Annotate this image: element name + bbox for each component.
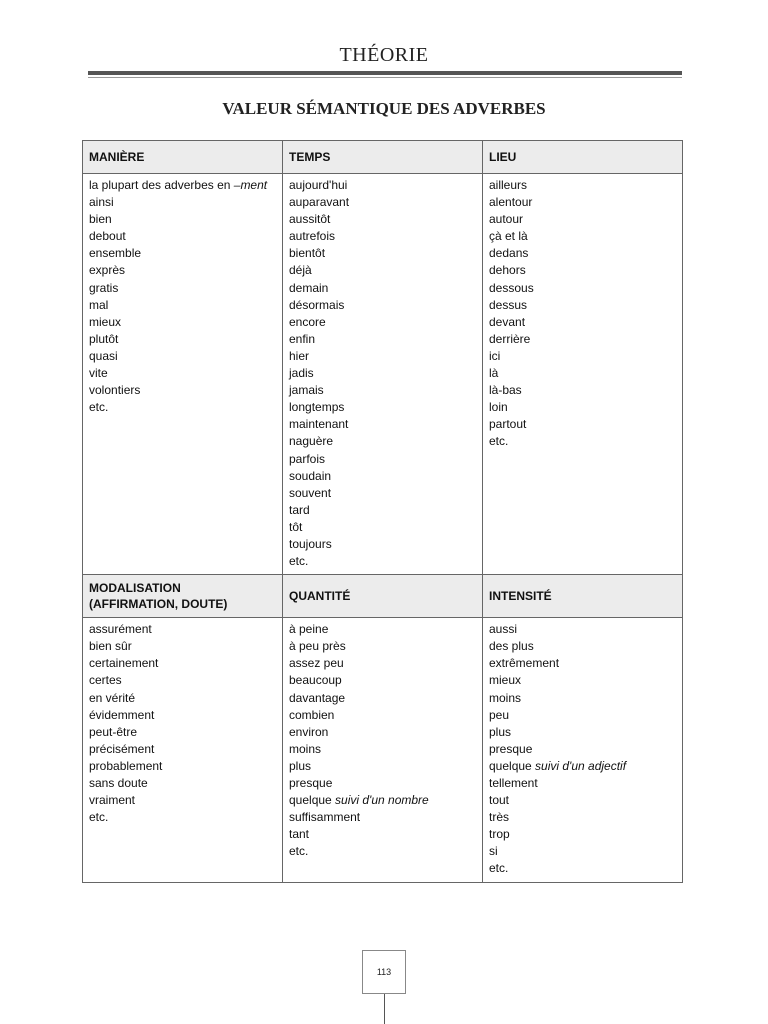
header-rule [88,71,682,75]
list-item: derrière [489,331,531,346]
list-item [289,792,476,809]
header-temps: TEMPS [283,141,483,174]
list-item: dehors [489,263,526,278]
list-item: évidemment [89,707,155,722]
list-item: probablement [89,758,163,773]
temps-list [289,177,476,570]
list-item: trop [489,827,510,842]
list-item: etc. [289,554,309,569]
intensite-quelque-note: suivi d'un adjectif [535,758,627,773]
quantite-quelque: quelque [289,793,336,808]
list-item: certainement [89,656,159,671]
list-item: beaucoup [289,673,342,688]
list-item: alentour [489,195,533,210]
list-item: etc. [489,434,509,449]
list-item: çà et là [489,229,528,244]
header-lieu: LIEU [483,141,683,174]
list-item: encore [289,314,326,329]
list-item: sans doute [89,776,148,790]
maniere-list [89,194,276,416]
quantite-quelque-note: suivi d'un nombre [335,793,429,808]
list-item: autrefois [289,229,336,244]
header-maniere: MANIÈRE [83,141,283,174]
list-item: extrêmement [489,656,560,671]
list-item: dedans [489,246,529,261]
header-modalisation-line2: (AFFIRMATION, DOUTE) [89,597,228,612]
list-item: souvent [289,485,332,500]
page-number-stem [384,994,385,1024]
list-item: gratis [89,280,119,295]
list-item: bientôt [289,246,326,261]
list-item: autour [489,212,524,227]
list-item: bien [89,212,112,227]
adverbs-table [82,140,683,883]
intensite-quelque: quelque [489,758,536,773]
list-item: bien sûr [89,639,132,654]
list-item: mal [89,297,109,312]
list-item: là [489,366,499,381]
list-item: vite [89,366,108,381]
header-modalisation [83,575,283,618]
list-item: toujours [289,536,332,551]
list-item [489,758,676,775]
list-item: aussitôt [289,212,331,227]
maniere-first-suffix: –ment [233,178,268,192]
list-item: tard [289,502,310,517]
list-item: volontiers [89,383,141,398]
list-item: ainsi [89,195,114,210]
list-item: etc. [89,810,109,825]
list-item: quasi [89,348,118,363]
list-item: en vérité [89,690,136,705]
table-header-row [83,141,683,174]
cell-temps [283,174,483,575]
intensite-list [489,621,676,758]
list-item: assez peu [289,656,344,671]
list-item: aujourd'hui [289,178,348,192]
header-title: THÉORIE [339,44,429,66]
list-item: peu [489,707,510,722]
cell-quantite [283,618,483,882]
list-item: moins [489,690,522,705]
list-item: maintenant [289,417,349,432]
list-item: désormais [289,297,345,312]
list-item: parfois [289,451,326,466]
cell-intensite [483,618,683,882]
list-item [89,177,276,194]
intensite-list-after [489,775,676,878]
list-item: debout [89,229,126,244]
list-item: dessous [489,280,534,295]
list-item: mieux [489,673,522,688]
cell-maniere [83,174,283,575]
table-row [83,618,683,882]
list-item: tant [289,827,310,842]
list-item: exprès [89,263,126,278]
list-item: ici [489,348,501,363]
list-item: tellement [489,776,538,790]
lieu-list [489,177,676,451]
list-item: devant [489,314,526,329]
list-item: des plus [489,639,534,654]
list-item: dessus [489,297,528,312]
header-rule-thin [88,77,682,78]
list-item: plus [289,758,312,773]
list-item: peut-être [89,724,138,739]
list-item: partout [489,417,527,432]
list-item: là-bas [489,383,522,398]
quantite-list [289,621,476,792]
list-item: suffisamment [289,810,361,825]
section-title: VALEUR SÉMANTIQUE DES ADVERBES [222,99,546,118]
list-item: etc. [289,844,309,859]
list-item: ailleurs [489,178,528,192]
list-item: ensemble [89,246,142,261]
list-item: vraiment [89,793,136,808]
list-item: plus [489,724,512,739]
list-item: longtemps [289,400,345,415]
header-modalisation-line1: MODALISATION [89,581,181,596]
list-item: naguère [289,434,334,449]
list-item: tout [489,793,510,808]
list-item: jamais [289,383,324,398]
list-item: précisément [89,741,155,756]
list-item: auparavant [289,195,350,210]
list-item: hier [289,348,310,363]
list-item: très [489,810,510,825]
header-intensite: INTENSITÉ [483,575,683,618]
list-item: enfin [289,331,316,346]
cell-lieu [483,174,683,575]
list-item: moins [289,741,322,756]
list-item: presque [489,741,533,756]
maniere-first-prefix: la plupart des adverbes en [89,178,234,192]
list-item: assurément [89,622,152,637]
list-item: plutôt [89,331,119,346]
list-item: si [489,844,498,859]
list-item: à peu près [289,639,346,654]
list-item: aussi [489,622,518,637]
list-item: demain [289,280,329,295]
list-item: jadis [289,366,314,381]
list-item: davantage [289,690,346,705]
list-item: loin [489,400,508,415]
page-number: 113 [362,950,406,994]
quantite-list-after [289,809,476,860]
list-item: environ [289,724,329,739]
cell-modalisation [83,618,283,882]
list-item: à peine [289,622,329,637]
list-item: etc. [89,400,109,415]
list-item: combien [289,707,335,722]
list-item: certes [89,673,122,688]
list-item: presque [289,776,333,790]
list-item: soudain [289,468,332,483]
list-item: tôt [289,519,303,534]
list-item: déjà [289,263,312,278]
list-item: etc. [489,861,509,876]
table-header-row [83,575,683,618]
table-row [83,174,683,575]
modalisation-list [89,621,276,826]
list-item: mieux [89,314,122,329]
header-quantite: QUANTITÉ [283,575,483,618]
